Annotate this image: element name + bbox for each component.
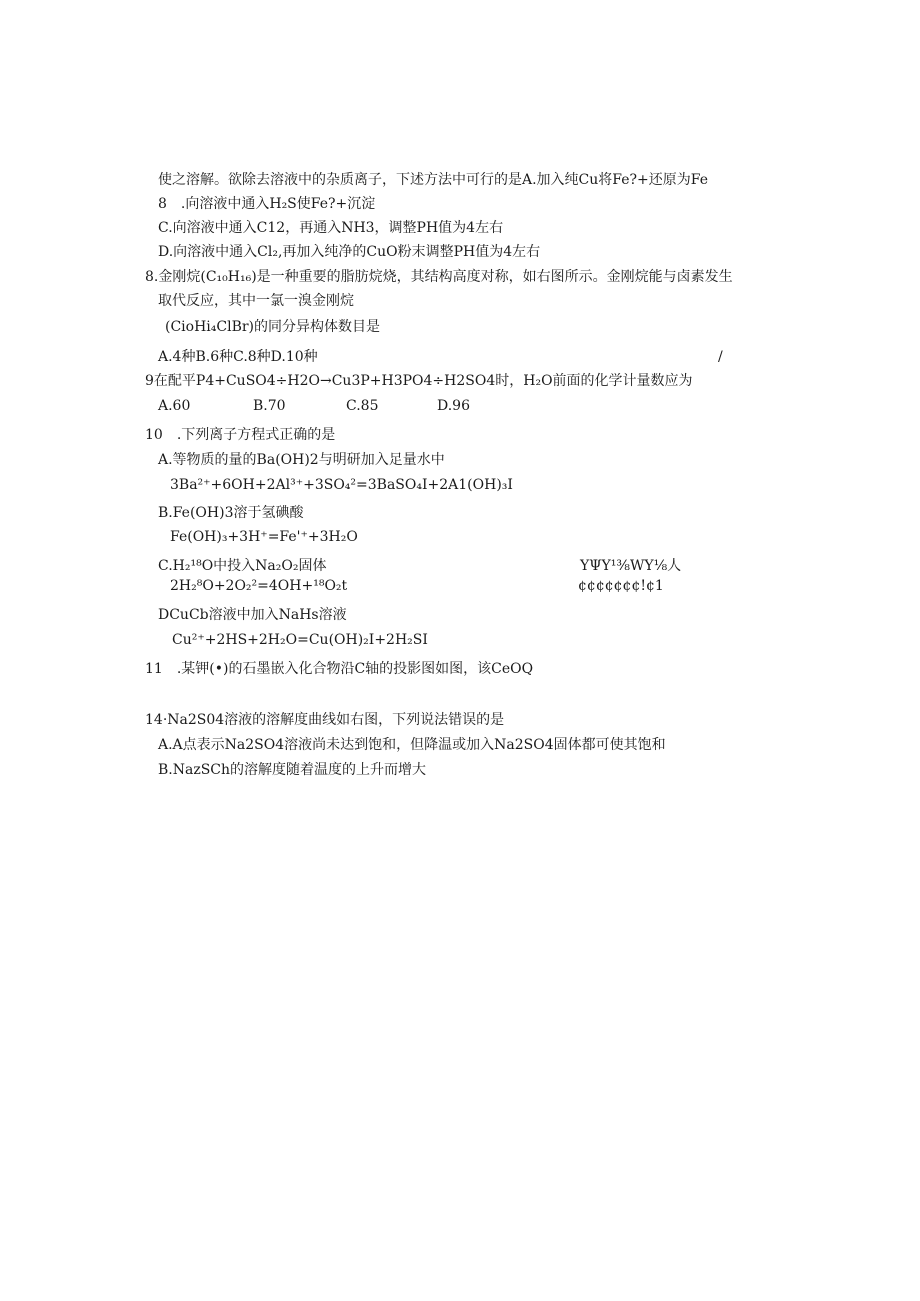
text-line: A.A点表示Na2SO4溶液尚未达到饱和，但降温或加入Na2SO4固体都可使其饱和 bbox=[158, 737, 666, 753]
options-line: A.4种B.6种C.8种D.10种 bbox=[158, 349, 318, 365]
equation-line: 2H₂⁸O+2O₂²=4OH+¹⁸O₂t bbox=[170, 578, 348, 594]
text-line: (CioHi₄ClBr)的同分异构体数目是 bbox=[165, 319, 381, 335]
question-10-stem: 10 .下列离子方程式正确的是 bbox=[145, 427, 336, 443]
slash-mark: / bbox=[718, 349, 723, 365]
option-d: D.96 bbox=[437, 398, 470, 414]
text-line: A.等物质的量的Ba(OH)2与明研加入足量水中 bbox=[158, 452, 445, 468]
text-line: D.向溶液中通入Cl₂,再加入纯净的CuO粉末调整PH值为4左右 bbox=[158, 244, 541, 260]
text-line: 取代反应，其中一氯一溴金刚烷 bbox=[158, 293, 354, 309]
option-a: A.60 bbox=[158, 398, 191, 414]
text-line: B.NazSCh的溶解度随着温度的上升而增大 bbox=[158, 762, 427, 778]
question-11-stem: 11 .某钾(•)的石墨嵌入化合物沿C轴的投影图如图，该CeOQ bbox=[145, 661, 534, 677]
text-line: 使之溶解。欲除去溶液中的杂质离子，下述方法中可行的是A.加入纯Cu将Fe?+还原为Fe bbox=[158, 172, 708, 188]
equation-line: 3Ba²⁺+6OH+2Al³⁺+3SO₄²=3BaSO₄I+2A1(OH)₃I bbox=[170, 477, 513, 493]
text-line: C.向溶液中通入C12，再通入NH3，调整PH值为4左右 bbox=[158, 220, 504, 236]
equation-line: Cu²⁺+2HS+2H₂O=Cu(OH)₂I+2H₂SI bbox=[172, 632, 428, 648]
question-14-stem: 14·Na2S04溶液的溶解度曲线如右图，下列说法错误的是 bbox=[145, 712, 505, 728]
garbled-figure-text: YΨY¹⅜WY⅛人 bbox=[580, 558, 682, 574]
equation-line: Fe(OH)₃+3H⁺=Fe'⁺+3H₂O bbox=[170, 529, 358, 545]
garbled-figure-text: ¢¢¢¢¢¢¢!¢1 bbox=[578, 578, 664, 594]
option-c: C.85 bbox=[346, 398, 379, 414]
option-b: B.70 bbox=[253, 398, 286, 414]
text-line: C.H₂¹⁸O中投入Na₂O₂固体 bbox=[158, 558, 327, 574]
text-line: 8 .向溶液中通入H₂S使Fe?+沉淀 bbox=[158, 196, 376, 212]
question-8-stem: 8.金刚烷(C₁₀H₁₆)是一种重要的脂肪烷烧，其结构高度对称，如右图所示。金刚烷能与卤素发生 bbox=[145, 269, 733, 285]
text-line: DCuCb溶液中加入NaHs溶液 bbox=[158, 607, 347, 623]
question-9-stem: 9在配平P4+CuSO4÷H2O→Cu3P+H3PO4÷H2SO4时，H₂O前面的化学计量数应为 bbox=[145, 373, 693, 389]
text-line: B.Fe(OH)3溶于氢碘酸 bbox=[158, 505, 304, 521]
